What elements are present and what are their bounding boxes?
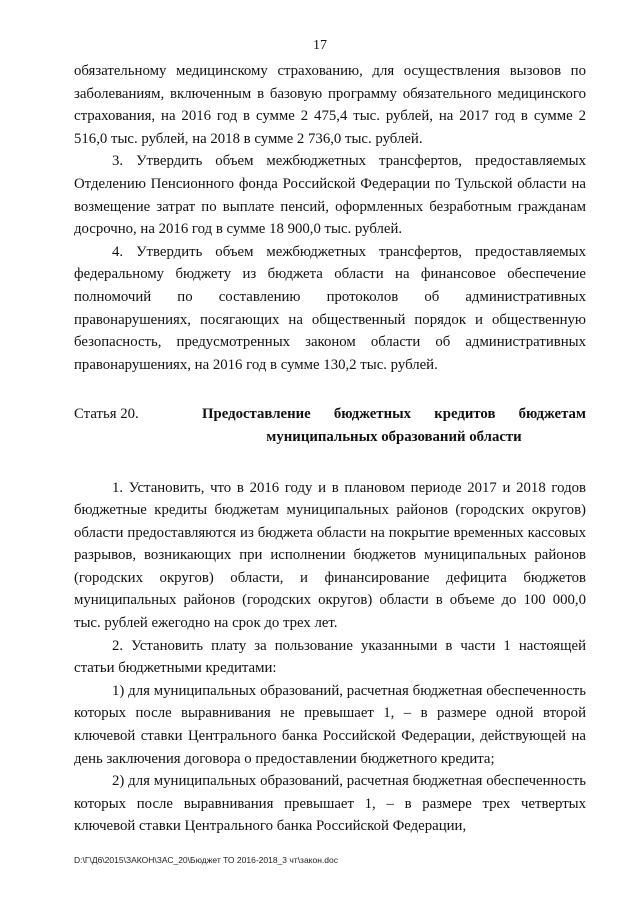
file-path-footer: D:\Г\Д6\2015\ЗАКОН\ЗАС_20\Бюджет ТО 2016-2018_3 чт\закон.doc bbox=[74, 855, 338, 865]
article-paragraph-1: 1. Установить, что в 2016 году и в плановом периоде 2017 и 2018 годов бюджетные кредиты бюджетам муниципальных районов (городских округов) области предоставляются из бюджета области на покрытие временных кассовых разрывов, возникающих при исполнении бюджетов муниципальных районов (городских округов) области, и финансирование дефицита бюджетов муниципальных районов (городских округов) области в объеме до 100 000,0 тыс. рублей ежегодно на срок до трех лет. bbox=[74, 479, 586, 632]
paragraph-continuation: обязательному медицинскому страхованию, для осуществления вызовов по заболеваниям, включенным в базовую программу обязательного медицинского страхования, на 2016 год в сумме 2 475,4 тыс. рублей, на 2017 год в сумме 2 516,0 тыс. рублей, на 2018 в сумме 2 736,0 тыс. рублей. bbox=[74, 63, 586, 147]
article-paragraph-2: 2. Установить плату за пользование указанными в части 1 настоящей статьи бюджетными кредитами: bbox=[74, 637, 586, 677]
list-item: 2) для муниципальных образований, расчетная бюджетная обеспеченность которых после выравнивания превышает 1, – в размере трех четвертых ключевой ставки Центрального банка Российской Федерации, bbox=[74, 773, 586, 835]
paragraph-item-4: 4. Утвердить объем межбюджетных трансфертов, предоставляемых федеральному бюджету из бюджета области на финансовое обеспечение полномочий по составлению протоколов об административных правонарушениях, посягающих на общественный порядок и общественную безопасность, предусмотренных законом области об административных правонарушениях, на 2016 год в сумме 130,2 тыс. рублей. bbox=[74, 243, 586, 373]
article-label: Статья 20. bbox=[74, 406, 139, 423]
page-number: 17 bbox=[313, 38, 327, 53]
article-title: Предоставление бюджетных кредитов бюджетам муниципальных образований области bbox=[202, 406, 586, 445]
article-heading bbox=[74, 403, 586, 448]
paragraph-item-3: 3. Утвердить объем межбюджетных трансфертов, предоставляемых Отделению Пенсионного фонда Российской Федерации по Тульской области на возмещение затрат по выплате пенсий, оформленных безработным гражданам досрочно, на 2016 год в сумме 18 900,0 тыс. рублей. bbox=[74, 153, 586, 238]
list-item: 1) для муниципальных образований, расчетная бюджетная обеспеченность которых после выравнивания не превышает 1, – в размере одной второй ключевой ставки Центрального банка Российской Федерации, действующей на день заключения договора о предоставлении бюджетного кредита; bbox=[74, 682, 586, 767]
document-body bbox=[74, 60, 586, 838]
